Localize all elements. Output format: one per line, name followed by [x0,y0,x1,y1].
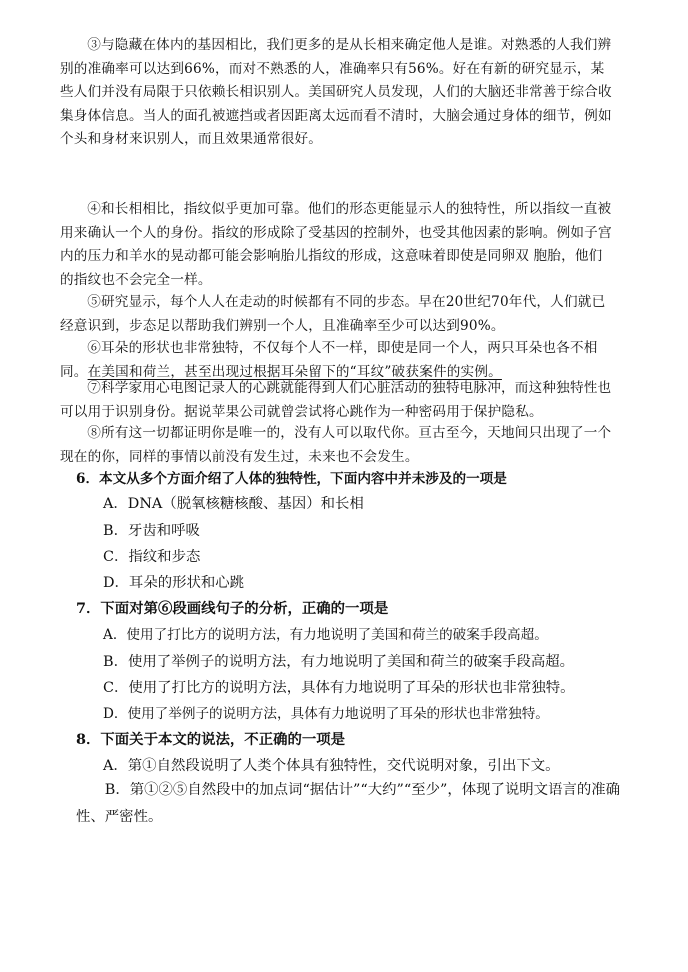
question-8-option-b: B．第①②⑤自然段中的加点词“据估计”“大约”“至少”，体现了说明文语言的准确性、严密性。 [76,782,621,825]
question-6-option-d: D．耳朵的形状和心跳 [103,575,245,591]
question-6-option-b: B．牙齿和呼吸 [103,523,200,539]
paragraph-3: ③与隐藏在体内的基因相比，我们更多的是从长相来确定他人是谁。对熟悉的人我们辨别的准确率可以达到66%，而对不熟悉的人，准确率只有56%。好在有新的研究显示，某些人们并没有局限于只依赖长相识别人。美国研究人员发现，人们的大脑还非常善于综合收集身体信息。当人的面孔被遮挡或者因距离太远而看不清时，大脑会通过身体的细节，例如个头和身材来识别人，而且效果通常很好。 [60,37,612,147]
question-7-option-b: B．使用了举例子的说明方法，有力地说明了美国和荷兰的破案手段高超。 [103,654,575,670]
question-8-option-a: A．第①自然段说明了人类个体具有独特性，交代说明对象，引出下文。 [103,758,560,774]
question-7-option-c: C．使用了打比方的说明方法，具体有力地说明了耳朵的形状也非常独特。 [103,680,575,696]
question-6-option-a: A．DNA（脱氧核糖核酸、基因）和长相 [103,496,364,512]
question-6-option-c: C．指纹和步态 [103,549,201,565]
question-7-stem: 7．下面对第⑥段画线句子的分析，正确的一项是 [76,600,389,617]
paragraph-7: ⑦科学家用心电图记录人的心跳就能得到人们心脏活动的独特电脉冲，而这种独特性也可以用于识别身份。据说苹果公司就曾尝试将心跳作为一种密码用于保护隐私。 [60,380,612,420]
paragraph-4: ④和长相相比，指纹似乎更加可靠。他们的形态更能显示人的独特性，所以指纹一直被用来确认一个人的身份。指纹的形成除了受基因的控制外，也受其他因素的影响。例如子宫内的压力和羊水的晃动都可能会影响胎儿指纹的形成，这意味着即使是同卵双 胞胎，他们的指纹也不会完全一样。 [60,201,612,288]
paragraph-8: ⑧所有这一切都证明你是唯一的，没有人可以取代你。亘古至今，天地间只出现了一个现在的你，同样的事情以前没有发生过，未来也不会发生。 [60,425,612,465]
question-8-stem: 8．下面关于本文的说法，不正确的一项是 [76,731,346,748]
question-7-option-d: D．使用了举例子的说明方法，具体有力地说明了耳朵的形状也非常独特。 [103,706,549,722]
question-7-option-a: A．使用了打比方的说明方法，有力地说明了美国和荷兰的破案手段高超。 [103,627,548,643]
paragraph-5: ⑤研究显示，每个人人在走动的时候都有不同的步态。早在20世纪70年代，人们就已经意识到，步态足以帮助我们辨别一个人，且准确率至少可以达到90%。 [60,294,606,334]
underlined-sentence: 在美国和荷兰，甚至出现过根据耳朵留下的“耳纹”破获案件的实例。 [87,363,502,380]
question-6-stem: 6．本文从多个方面介绍了人体的独特性，下面内容中并未涉及的一项是 [76,471,507,487]
paragraph-6-text: ⑥耳朵的形状也非常独特，不仅每个人不一样，即使是同一个人，两只耳朵也各不相同。 [60,340,598,380]
